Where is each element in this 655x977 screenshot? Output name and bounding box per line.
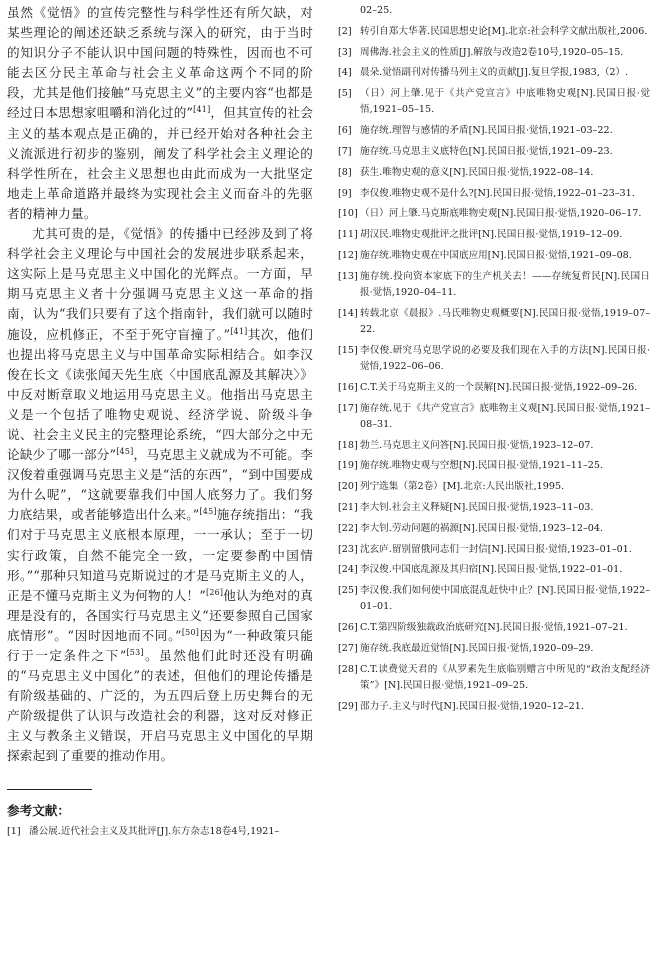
- references-list-left: [7, 824, 313, 840]
- body-text-run: ，但其宣传的社会主义的基本观点是正确的，并已经开始对各种社会主义流派进行初步的鉴别，阐发了科学社会主义理论的科学性所在，社会主义思想也由此而成为一大批坚定地走上革命道路并最终为实现社会主义而奋斗的先驱者的精神力量。: [7, 105, 313, 221]
- reference-item: [338, 24, 650, 40]
- citation-superscript: [45]: [199, 507, 217, 517]
- citation-superscript: [50]: [181, 627, 200, 637]
- body-text-run: ，马克思主义就成为不可能。李汉俊着重强调马克思主义是“活的东西”，“到中国要成为什么呢”，“这就要靠我们中国人底努力了。我们努力底结果，或者能够造出什么来。”: [7, 447, 313, 523]
- references-list-right: [338, 3, 650, 715]
- reference-item: [338, 620, 650, 636]
- reference-text: 列宁选集（第2卷）[M].北京:人民出版社,1995.: [360, 481, 565, 493]
- reference-number: [22]: [338, 522, 358, 534]
- body-text-run: 尤其可贵的是，《觉悟》的传播中已经涉及到了将科学社会主义理论与中国社会的发展进步联系起来，这实际上是马克思主义中国化的光辉点。一方面，早期马克思主义者十分强调马克思主义这一革命的指南，认为“我们只要有了这个指南针，我们就可以随时施设，应机修正，不至于死守盲撞了。”: [7, 226, 313, 342]
- references-title: 参考文献：: [7, 802, 70, 818]
- reference-item: [338, 269, 650, 301]
- reference-item: [338, 458, 650, 474]
- reference-item: [338, 248, 650, 264]
- reference-number: [15]: [338, 344, 358, 356]
- reference-number: [5]: [338, 88, 352, 100]
- reference-text: 获生.唯物史观的意义[N].民国日报·觉悟,1922–08–14.: [360, 166, 594, 178]
- reference-text: 晨朵.觉悟副刊对传播马列主义的贡献[J].复旦学报,1983,（2）.: [360, 67, 629, 79]
- reference-number: [21]: [338, 501, 358, 513]
- reference-text: 施存统.唯物史观在中国底应用[N].民国日报·觉悟,1921–09–08.: [360, 249, 632, 261]
- reference-number: [26]: [338, 622, 358, 634]
- reference-item: [338, 401, 650, 433]
- reference-text: 周佛海.社会主义的性质[J].解放与改造2卷10号,1920–05–15.: [360, 46, 624, 58]
- reference-item: [338, 306, 650, 338]
- body-text-run: 虽然《觉悟》的宣传完整性与科学性还有所欠缺，对某些理论的阐述还缺乏系统与深入的研究，由于当时的知识分子不能认识中国问题的特殊性，因而也不可能去区分民主革命与社会主义革命这两个不同的阶段，尤其是他们接触“马克思主义”的主要内容“也都是经过日本思想家咀嚼和消化过的”: [7, 5, 313, 121]
- reference-number: [7]: [338, 145, 352, 157]
- citation-superscript: [45]: [116, 446, 134, 456]
- reference-number: [28]: [338, 663, 358, 675]
- body-text-run: 他认为绝对的真理是没有的，各国实行马克思主义“还要参照自己国家底情形”。“因时因地而不同。”: [7, 587, 313, 643]
- reference-text: 李仅俊.唯物史观不是什么?[N].民国日报·觉悟,1922–01–23–31.: [360, 187, 635, 199]
- reference-number: [11]: [338, 229, 358, 241]
- reference-number: [3]: [338, 46, 352, 58]
- reference-text: 02–25.: [360, 5, 393, 16]
- reference-item: [338, 206, 650, 222]
- reference-item: [338, 227, 650, 243]
- reference-item: [338, 186, 650, 202]
- reference-item: [338, 479, 650, 495]
- reference-item: [338, 662, 650, 694]
- reference-item: [338, 641, 650, 657]
- reference-text: 邵力子.主义与时代[N].民国日报·觉悟,1920–12–21.: [360, 700, 584, 712]
- reference-number: [6]: [338, 125, 352, 137]
- reference-number: [25]: [338, 585, 358, 597]
- reference-item: [338, 86, 650, 118]
- reference-item: [338, 583, 650, 615]
- reference-item: [338, 165, 650, 181]
- reference-text: C.T.关于马克斯主义的一个误解[N].民国日报·觉悟,1922–09–26.: [360, 381, 638, 393]
- reference-number: [23]: [338, 543, 358, 555]
- reference-text: 转载北京《晨报》.马氏唯物史观概要[N].民国日报·觉悟,1919–07–22.: [360, 307, 650, 335]
- reference-number: [29]: [338, 700, 358, 712]
- reference-item: [7, 824, 313, 840]
- reference-item: [338, 65, 650, 81]
- references-divider: [7, 789, 92, 790]
- reference-text: 施存统.我底最近觉悟[N].民国日报·觉悟,1920–09–29.: [360, 642, 594, 654]
- citation-superscript: [41]: [193, 105, 211, 115]
- reference-text: 李仅俊.研究马克思学说的必要及我们现在入手的方法[N].民国日报·觉悟,1922–06–06.: [360, 344, 650, 372]
- reference-number: [9]: [338, 187, 352, 199]
- reference-number: [1]: [7, 825, 21, 837]
- right-column: [338, 3, 650, 720]
- reference-number: [13]: [338, 270, 358, 282]
- reference-item: [338, 699, 650, 715]
- reference-item: [338, 343, 650, 375]
- citation-superscript: [26]: [206, 587, 224, 597]
- reference-text: 潘公展.近代社会主义及其批评[J].东方杂志18卷4号,1921–: [29, 825, 280, 837]
- reference-text: 李大钊.社会主义释疑[N].民国日报·觉悟,1923–11–03.: [360, 501, 594, 513]
- reference-text: C.T.第四阶级独裁政治底研究[N].民国日报·觉悟,1921–07–21.: [360, 622, 628, 634]
- citation-superscript: [53]: [126, 647, 144, 657]
- reference-text: 施存统.唯物史观与空想[N].民国日报·觉悟,1921–11–25.: [360, 460, 604, 472]
- reference-text: 李汉俊.中国底乱源及其归宿[N].民国日报·觉悟,1922–01–01.: [360, 564, 623, 576]
- reference-number: [4]: [338, 67, 352, 79]
- reference-number: [27]: [338, 642, 358, 654]
- body-paragraph: [7, 3, 313, 224]
- reference-text: 沈玄庐.留别留俄同志们一封信[N].民国日报·觉悟,1923–01–01.: [360, 543, 632, 555]
- reference-number: [14]: [338, 307, 358, 319]
- reference-number: [17]: [338, 402, 358, 414]
- reference-item: [338, 542, 650, 558]
- reference-number: [16]: [338, 381, 358, 393]
- reference-text: 施存统.理智与感情的矛盾[N].民国日报·觉悟,1921–03–22.: [360, 125, 613, 137]
- reference-number: [20]: [338, 481, 358, 493]
- reference-text: 李大钊.劳动问题的祸源[N].民国日报·觉悟,1923–12–04.: [360, 522, 604, 534]
- reference-item: [338, 562, 650, 578]
- reference-text: 施存统.见于《共产党宣言》底唯物主义观[N].民国日报·觉悟,1921–08–31.: [360, 402, 650, 430]
- reference-item: [338, 144, 650, 160]
- reference-item: [338, 521, 650, 537]
- reference-text: 施存统.投向资本家底下的生产机关去！——存统复哲民[N].民国日报·觉悟,1920–04–11.: [360, 270, 650, 298]
- reference-item: [338, 123, 650, 139]
- reference-number: [10]: [338, 208, 358, 220]
- reference-item: [338, 3, 650, 19]
- body-text-run: 。虽然他们此时还没有明确的“马克思主义中国化”的表述，但他们的理论传播是有阶级基础的、广泛的，为五四后登上历史舞台的无产阶级提供了认识与改造社会的利器，这对反对修正主义与教条主义错误，开启马克思主义中国化的早期探索起到了重要的推动作用。: [7, 648, 313, 764]
- reference-text: （日）河上肇.见于《共产党宣言》中底唯物史观[N].民国日报·觉悟,1921–05–15.: [360, 88, 650, 116]
- reference-text: （日）河上肇.马克斯底唯物史观[N].民国日报·觉悟,1920–06–17.: [360, 208, 642, 220]
- reference-number: [8]: [338, 166, 352, 178]
- citation-superscript: [41]: [230, 326, 248, 336]
- reference-number: [12]: [338, 249, 358, 261]
- reference-text: 转引自郑大华著.民国思想史论[M].北京:社会科学文献出版社,2006.: [360, 25, 648, 37]
- reference-text: 施存统.马克思主义底特色[N].民国日报·觉悟,1921–09–23.: [360, 145, 613, 157]
- reference-number: [2]: [338, 25, 352, 37]
- body-paragraph: [7, 224, 313, 767]
- body-text: [7, 3, 313, 767]
- reference-number: [18]: [338, 439, 358, 451]
- reference-number: [24]: [338, 564, 358, 576]
- reference-item: [338, 438, 650, 454]
- body-text-run: 其次，他们也提出将马克思主义与中国革命实际相结合。如李汉俊在长文《读张闻天先生底〈中国底乱源及其解决〉》中反对断章取义地运用马克思主义。他指出马克思主义是一个包括了唯物史观说、经济学说、阶级斗争说、社会主义民主的完整理论系统，“四大部分之中无论缺少了哪一部分”: [7, 326, 314, 463]
- body-text-run: 施存统指出：“我们对于马克思主义底根本原理，一一承认；至于一切实行政策，自然不能完全一致，一定要参酌中国情形。”“那种只知道马克斯说过的才是马克斯主义的人，正是不懂马克斯主义为何物的人！”: [7, 507, 313, 603]
- reference-number: [19]: [338, 460, 358, 472]
- reference-text: 李汉俊.我们如何使中国底混乱赶快中止？[N].民国日报·觉悟,1922–01–01.: [360, 585, 650, 613]
- reference-item: [338, 380, 650, 396]
- left-column: [7, 3, 313, 840]
- reference-text: C.T.读费觉天君的《从罗素先生底临别赠言中所见的“政治支配经济策”》[N].民国日报·觉悟,1921–09–25.: [360, 663, 650, 691]
- reference-text: 胡汉民.唯物史观批评之批评[N].民国日报·觉悟,1919–12–09.: [360, 229, 623, 241]
- reference-item: [338, 500, 650, 516]
- reference-item: [338, 45, 650, 61]
- body-text-run: 因为“一种政策只能行于一定条件之下”: [7, 627, 313, 663]
- reference-text: 勃兰.马克思主义问答[N].民国日报·觉悟,1923–12–07.: [360, 439, 594, 451]
